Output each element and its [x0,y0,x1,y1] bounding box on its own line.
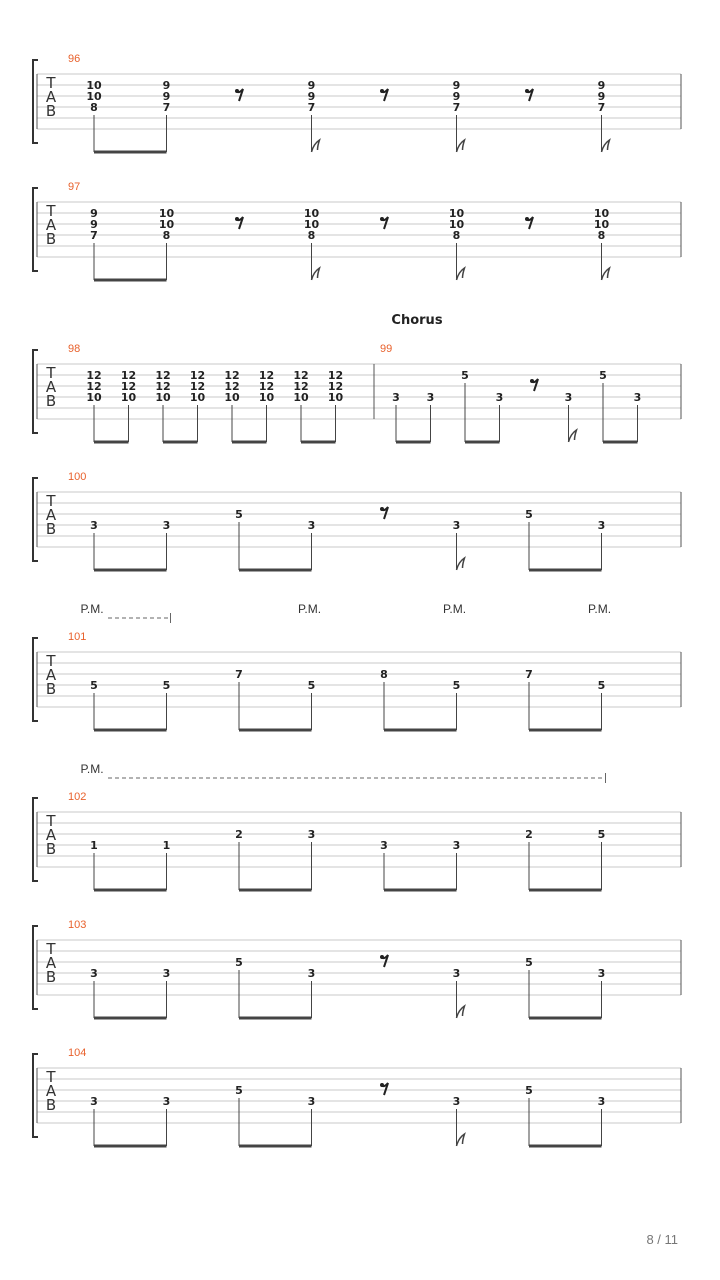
eighth-rest-dot [380,507,384,511]
fret-number: 7 [90,229,98,242]
fret-number: 5 [452,679,461,692]
fret-number: 9 [452,79,461,92]
fret-number: 1 [90,839,98,852]
fret-number: 10 [189,391,206,404]
tab-clef-letter: T [46,940,56,958]
note-flag [457,558,465,570]
eighth-rest-dot [380,955,384,959]
fret-number: 10 [303,218,320,231]
fret-number: 3 [307,519,316,532]
fret-number: 3 [597,1095,606,1108]
fret-number: 5 [307,679,316,692]
fret-number: 5 [597,828,606,841]
measure-number: 96 [68,53,81,65]
fret-number: 10 [258,391,275,404]
tab-clef-letter: A [45,88,57,106]
fret-number: 9 [90,218,98,231]
fret-number: 9 [307,79,316,92]
page-number: 8 / 11 [646,1232,678,1247]
fret-number: 7 [597,101,606,114]
tab-clef-letter: T [46,492,56,510]
tab-system [33,1047,681,1146]
fret-number: 2 [525,828,533,841]
tab-system [33,602,681,730]
fret-number: 12 [189,380,206,393]
fret-number: 9 [597,90,606,103]
fret-number: 10 [293,391,309,404]
fret-number: 12 [293,369,309,382]
fret-number: 10 [120,391,137,404]
fret-number: 5 [235,1084,243,1097]
fret-number: 7 [307,101,316,114]
fret-number: 3 [162,519,171,532]
fret-number: 5 [597,679,606,692]
tab-clef-letter: A [45,216,57,234]
note-flag [457,1134,465,1146]
fret-number: 3 [380,839,388,852]
tab-system [33,919,681,1018]
measure-number: 101 [68,631,87,643]
tab-clef-letter: B [45,680,57,698]
note-flag [602,140,610,152]
fret-number: 1 [162,839,171,852]
tab-clef-letter: B [45,968,57,986]
note-flag [457,1006,465,1018]
fret-number: 10 [155,391,171,404]
fret-number: 12 [86,369,102,382]
fret-number: 10 [86,90,102,103]
fret-number: 5 [235,956,243,969]
tab-systems [33,53,681,1146]
fret-number: 12 [120,380,137,393]
palm-mute-label: P.M. [80,602,104,616]
fret-number: 7 [235,668,243,681]
eighth-rest-dot [380,1083,384,1087]
fret-number: 10 [303,207,320,220]
fret-number: 8 [90,101,98,114]
fret-number: 3 [90,967,98,980]
note-flag [569,430,577,442]
fret-number: 10 [448,218,465,231]
fret-number: 8 [307,229,316,242]
fret-number: 9 [307,90,316,103]
fret-number: 12 [224,380,240,393]
note-flag [457,140,465,152]
fret-number: 10 [86,391,102,404]
fret-number: 5 [162,679,171,692]
measure-number: 97 [68,181,81,193]
fret-number: 7 [162,101,171,114]
eighth-rest-dot [525,217,529,221]
fret-number: 10 [593,218,610,231]
fret-number: 8 [452,229,461,242]
fret-number: 3 [307,828,316,841]
palm-mute-label: P.M. [587,602,612,616]
tab-system [33,762,681,890]
eighth-rest-dot [380,89,384,93]
tab-clef-letter: A [45,826,57,844]
fret-number: 3 [426,391,435,404]
tab-clef-letter: T [46,364,56,382]
eighth-rest-dot [235,217,239,221]
palm-mute-label: P.M. [297,602,322,616]
measure-number: 98 [68,343,81,355]
fret-number: 3 [452,519,461,532]
note-flag [602,268,610,280]
tab-clef-letter: A [45,954,57,972]
fret-number: 3 [633,391,642,404]
fret-number: 5 [525,956,533,969]
fret-number: 9 [452,90,461,103]
fret-number: 3 [392,391,400,404]
tab-system [33,53,681,152]
fret-number: 5 [90,679,98,692]
eighth-rest-dot [530,379,534,383]
tab-clef-letter: T [46,202,56,220]
fret-number: 10 [448,207,465,220]
tab-clef-letter: A [45,666,57,684]
fret-number: 3 [162,1095,171,1108]
measure-number: 104 [68,1047,87,1059]
palm-mute-label: P.M. [80,762,104,776]
fret-number: 9 [162,79,171,92]
tab-clef-letter: A [45,506,57,524]
tab-system [33,181,681,280]
eighth-rest-dot [235,89,239,93]
fret-number: 9 [162,90,171,103]
tab-clef-letter: B [45,840,57,858]
fret-number: 3 [307,967,316,980]
measure-number: 99 [380,343,393,355]
fret-number: 3 [162,967,171,980]
fret-number: 12 [327,369,344,382]
fret-number: 10 [158,218,175,231]
tab-clef-letter: A [45,378,57,396]
measure-number: 102 [68,791,87,803]
tab-clef-letter: T [46,1068,56,1086]
tab-clef-letter: B [45,392,57,410]
tab-system [33,471,681,570]
measure-number: 103 [68,919,87,931]
tab-clef-letter: T [46,74,56,92]
fret-number: 3 [452,1095,461,1108]
fret-number: 12 [189,369,206,382]
fret-number: 3 [90,1095,98,1108]
fret-number: 5 [525,508,533,521]
tab-clef-letter: T [46,812,56,830]
fret-number: 12 [258,369,275,382]
fret-number: 12 [155,369,171,382]
note-flag [457,268,465,280]
fret-number: 8 [162,229,171,242]
fret-number: 5 [599,369,607,382]
tab-clef-letter: B [45,230,57,248]
note-flag [312,140,320,152]
tab-clef-letter: A [45,1082,57,1100]
tab-clef-letter: T [46,652,56,670]
fret-number: 12 [224,369,240,382]
fret-number: 3 [597,519,606,532]
fret-number: 9 [597,79,606,92]
fret-number: 12 [155,380,171,393]
fret-number: 3 [307,1095,316,1108]
tab-clef-letter: B [45,520,57,538]
tab-clef-letter: B [45,102,57,120]
fret-number: 5 [461,369,469,382]
fret-number: 3 [90,519,98,532]
fret-number: 5 [525,1084,533,1097]
tab-system [33,343,681,442]
fret-number: 8 [597,229,606,242]
fret-number: 7 [452,101,461,114]
palm-mute-label: P.M. [442,602,467,616]
fret-number: 12 [327,380,344,393]
fret-number: 8 [380,668,388,681]
fret-number: 10 [158,207,175,220]
fret-number: 3 [452,839,461,852]
fret-number: 12 [120,369,137,382]
section-label: Chorus [391,313,443,328]
fret-number: 7 [525,668,533,681]
fret-number: 12 [258,380,275,393]
fret-number: 3 [564,391,573,404]
fret-number: 12 [86,380,102,393]
fret-number: 12 [293,380,309,393]
fret-number: 3 [597,967,606,980]
fret-number: 10 [224,391,240,404]
fret-number: 10 [593,207,610,220]
fret-number: 3 [452,967,461,980]
fret-number: 9 [90,207,98,220]
note-flag [312,268,320,280]
fret-number: 10 [327,391,344,404]
fret-number: 3 [495,391,504,404]
eighth-rest-dot [380,217,384,221]
fret-number: 2 [235,828,243,841]
eighth-rest-dot [525,89,529,93]
tab-clef-letter: B [45,1096,57,1114]
fret-number: 5 [235,508,243,521]
measure-number: 100 [68,471,87,483]
fret-number: 10 [86,79,102,92]
